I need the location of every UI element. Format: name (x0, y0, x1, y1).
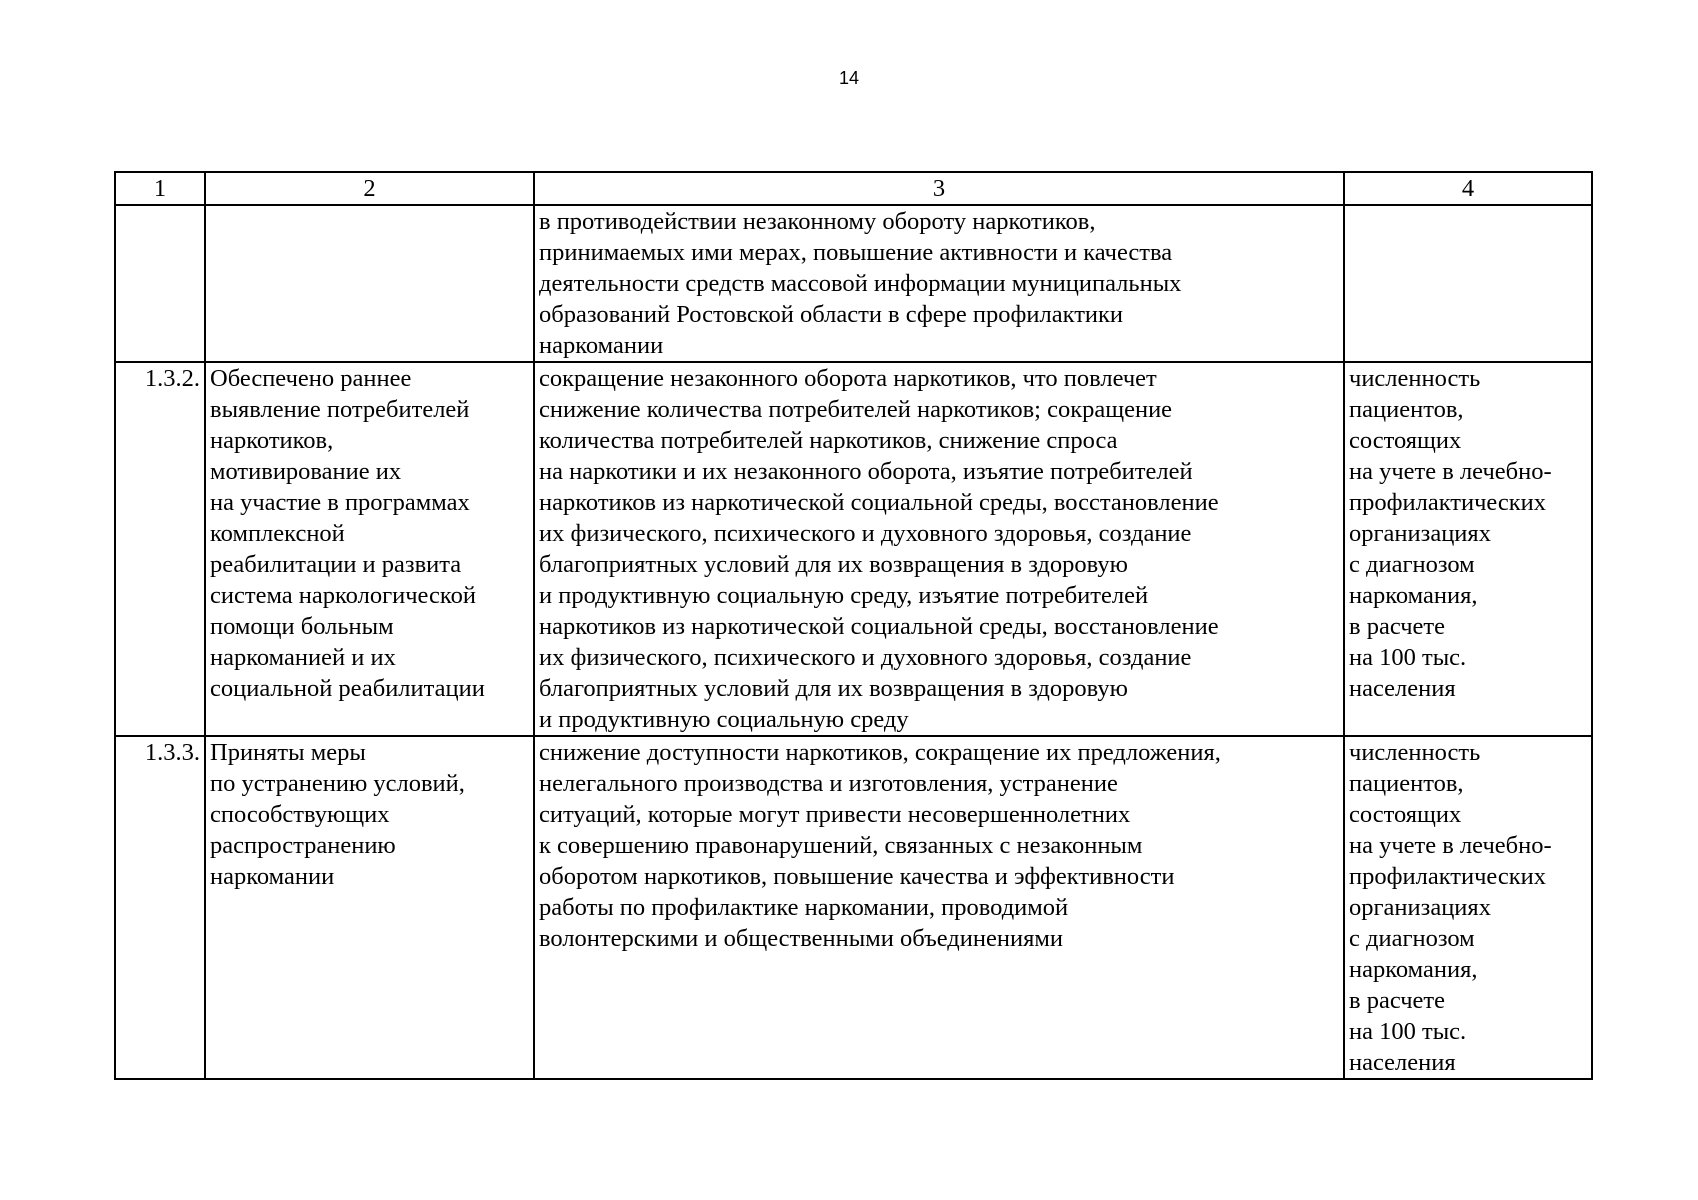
measure-title-line: наркоманией и их (210, 644, 396, 671)
indicator-line: в расчете (1349, 613, 1445, 640)
table-row (115, 362, 1592, 736)
expected-result-line: благоприятных условий для их возвращения в здоровую (539, 675, 1128, 702)
measure-title-line: система наркологической (210, 582, 476, 609)
measure-title-line: социальной реабилитации (210, 675, 485, 702)
indicator-line: на 100 тыс. (1349, 644, 1467, 671)
indicator-line: организациях (1349, 520, 1491, 547)
expected-result-cell (534, 362, 1344, 736)
expected-result-line: деятельности средств массовой информации муниципальных (539, 270, 1182, 297)
indicator-line: численность (1349, 739, 1481, 766)
indicator-line: состоящих (1349, 801, 1462, 828)
row-number-cell (115, 205, 205, 362)
measure-title-line: Обеспечено раннее (210, 365, 412, 392)
indicator-line: на 100 тыс. (1349, 1018, 1467, 1045)
expected-result-line: в противодействии незаконному обороту наркотиков, (539, 208, 1096, 235)
expected-result-line: снижение доступности наркотиков, сокращение их предложения, (539, 739, 1221, 766)
indicator-line: с диагнозом (1349, 925, 1475, 952)
indicator-line: пациентов, (1349, 770, 1464, 797)
table-header-row (115, 172, 1592, 205)
measure-title-line: реабилитации и развита (210, 551, 462, 578)
indicator-line: наркомания, (1349, 582, 1478, 609)
row-number-cell: 1.3.2. (115, 362, 205, 736)
indicator-line: наркомания, (1349, 956, 1478, 983)
measures-table (114, 171, 1593, 1080)
indicator-line: в расчете (1349, 987, 1445, 1014)
row-number-cell: 1.3.3. (115, 736, 205, 1079)
expected-result-line: работы по профилактике наркомании, проводимой (539, 894, 1069, 921)
indicator-line: с диагнозом (1349, 551, 1475, 578)
indicator-cell (1344, 362, 1592, 736)
expected-result-line: нелегального производства и изготовления, устранение (539, 770, 1118, 797)
measure-title-line: наркотиков, (210, 427, 334, 454)
expected-result-line: сокращение незаконного оборота наркотиков, что повлечет (539, 365, 1157, 392)
expected-result-line: ситуаций, которые могут привести несовершеннолетних (539, 801, 1131, 828)
column-header-number: 1 (115, 172, 205, 205)
measure-title-cell (205, 736, 534, 1079)
indicator-cell (1344, 205, 1592, 362)
indicator-line: организациях (1349, 894, 1491, 921)
measure-title-line: наркомании (210, 863, 335, 890)
expected-result-line: наркомании (539, 332, 664, 359)
column-header-result: 3 (534, 172, 1344, 205)
indicator-line: на учете в лечебно- (1349, 458, 1552, 485)
expected-result-cell (534, 736, 1344, 1079)
measure-title-line: мотивирование их (210, 458, 402, 485)
expected-result-cell (534, 205, 1344, 362)
table-body (115, 205, 1592, 1079)
measure-title-line: выявление потребителей (210, 396, 470, 423)
expected-result-line: и продуктивную социальную среду, изъятие потребителей (539, 582, 1149, 609)
table-row (115, 736, 1592, 1079)
measure-title-cell (205, 362, 534, 736)
expected-result-line: количества потребителей наркотиков, снижение спроса (539, 427, 1118, 454)
expected-result-line: снижение количества потребителей наркотиков; сокращение (539, 396, 1173, 423)
indicator-line: численность (1349, 365, 1481, 392)
expected-result-line: их физического, психического и духовного здоровья, создание (539, 644, 1192, 671)
expected-result-line: наркотиков из наркотической социальной среды, восстановление (539, 613, 1219, 640)
measure-title-cell (205, 205, 534, 362)
measure-title-line: Приняты меры (210, 739, 366, 766)
table-row (115, 205, 1592, 362)
indicator-line: населения (1349, 1049, 1456, 1076)
expected-result-line: и продуктивную социальную среду (539, 706, 909, 733)
expected-result-line: принимаемых ими мерах, повышение активности и качества (539, 239, 1173, 266)
indicator-line: пациентов, (1349, 396, 1464, 423)
measure-title-line: по устранению условий, (210, 770, 465, 797)
measure-title-line: способствующих (210, 801, 390, 828)
measure-title-line: помощи больным (210, 613, 394, 640)
expected-result-line: на наркотики и их незаконного оборота, изъятие потребителей (539, 458, 1193, 485)
column-header-title: 2 (205, 172, 534, 205)
expected-result-line: образований Ростовской области в сфере профилактики (539, 301, 1124, 328)
measure-title-line: распространению (210, 832, 396, 859)
measure-title-line: комплексной (210, 520, 345, 547)
indicator-line: состоящих (1349, 427, 1462, 454)
expected-result-line: наркотиков из наркотической социальной среды, восстановление (539, 489, 1219, 516)
expected-result-line: волонтерскими и общественными объединениями (539, 925, 1063, 952)
expected-result-line: оборотом наркотиков, повышение качества и эффективности (539, 863, 1175, 890)
indicator-line: профилактических (1349, 489, 1547, 516)
expected-result-line: благоприятных условий для их возвращения в здоровую (539, 551, 1128, 578)
measure-title-line: на участие в программах (210, 489, 470, 516)
indicator-line: профилактических (1349, 863, 1547, 890)
indicator-line: на учете в лечебно- (1349, 832, 1552, 859)
expected-result-line: их физического, психического и духовного здоровья, создание (539, 520, 1192, 547)
column-header-indicator: 4 (1344, 172, 1592, 205)
expected-result-line: к совершению правонарушений, связанных с незаконным (539, 832, 1143, 859)
page-number: 14 (838, 68, 860, 88)
indicator-line: населения (1349, 675, 1456, 702)
indicator-cell (1344, 736, 1592, 1079)
